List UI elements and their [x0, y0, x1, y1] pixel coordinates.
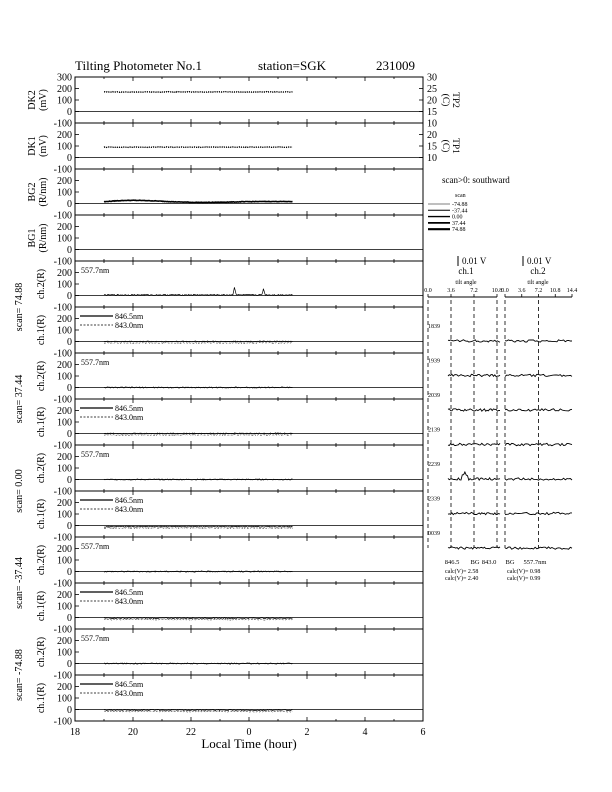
y-tick-label: -100	[53, 578, 72, 590]
time-label: 2339	[428, 496, 440, 503]
y-tick-label: 0	[67, 337, 72, 348]
panel-s2c1	[36, 399, 423, 452]
chart-title: Tilting Photometer No.1	[75, 58, 203, 73]
time-label: 2039	[428, 393, 440, 399]
y-tick-label: -100	[53, 440, 72, 452]
calc-value: calc(V)= 2.58	[445, 569, 479, 575]
y-tick-label: 0	[67, 429, 72, 440]
scan-legend-label: -74.88	[452, 202, 468, 208]
panel-wavelength-label: 557.7nm	[81, 634, 110, 643]
y-axis-label	[36, 637, 47, 667]
y-tick-label: -100	[53, 302, 72, 314]
y-tick-label: 200	[57, 452, 72, 463]
y-axis-label-line: (R/nm)	[38, 223, 49, 253]
legend-label: 843.0nm	[115, 597, 144, 606]
series-line	[104, 663, 293, 664]
y-tick-label: 0	[67, 153, 72, 164]
ch2-tilt-label: tilt angle	[527, 280, 549, 286]
panel-frame	[75, 123, 423, 169]
series-line	[104, 526, 293, 527]
time-label: 2239	[428, 462, 440, 468]
scan-group-label: scan= 74.88	[14, 282, 25, 332]
ch1-tilt-tick-label: 0.0	[424, 288, 432, 294]
legend-label: 843.0nm	[115, 413, 144, 422]
y-axis-label-line: ch.2(R)	[36, 452, 47, 484]
profile-bottom-label: BG	[505, 559, 515, 566]
panel-stack	[14, 73, 460, 752]
y-tick-label: 0	[67, 705, 72, 716]
time-label: 0039	[428, 531, 440, 537]
x-tick-label: 18	[70, 727, 80, 738]
scan-legend-label: 74.88	[452, 227, 466, 234]
right-tick-label: 15	[427, 141, 437, 153]
y-axis-label	[36, 361, 47, 391]
y-tick-label: 0	[67, 475, 72, 486]
scan-group-label: scan= -74.88	[14, 649, 25, 701]
y-axis-label	[36, 591, 47, 621]
panel-wavelength-label: 557.7nm	[81, 542, 110, 551]
y-tick-label: 100	[57, 509, 72, 521]
legend-label: 846.5nm	[115, 404, 144, 413]
right-tick-label: 25	[427, 84, 437, 95]
y-axis-label	[36, 545, 47, 575]
y-tick-label: 0	[67, 659, 72, 670]
series-line	[104, 92, 293, 93]
panel-frame	[75, 445, 423, 491]
profile-bottom-label: BG	[470, 559, 480, 566]
ch1-scale: 0.01 V	[462, 256, 487, 266]
y-axis-label	[27, 224, 49, 253]
y-axis-label	[36, 407, 47, 437]
ch2-tilt-tick-label: 10.8	[550, 288, 561, 294]
series-line-dashed	[104, 711, 293, 712]
panel-bg1	[27, 215, 423, 268]
tilt-profile-line	[505, 374, 572, 376]
legend-label: 843.0nm	[115, 321, 144, 330]
y-tick-label: 0	[67, 291, 72, 302]
y-axis-label-line: BG1	[27, 228, 38, 248]
calc-value: calc(V)= 2.40	[445, 576, 479, 582]
ch2-name: ch.2	[530, 266, 546, 276]
y-tick-label: 100	[57, 371, 72, 383]
series-line	[104, 200, 293, 202]
y-axis-label-line: (R/nm)	[38, 177, 49, 207]
ch2-tilt-tick-label: 0.0	[501, 288, 509, 294]
panel-frame	[75, 537, 423, 583]
y-axis-label	[36, 453, 47, 483]
time-label: 2139	[428, 427, 440, 434]
time-label: 1939	[428, 358, 440, 365]
y-tick-label: 100	[57, 279, 72, 291]
y-axis-label-line: ch.2(R)	[36, 268, 47, 300]
ch2-tilt-tick-label: 14.4	[566, 288, 578, 294]
y-axis-label	[27, 178, 49, 207]
panel-s5c2	[36, 629, 423, 682]
scan-note: scan>0: southward	[442, 175, 510, 185]
series-line	[104, 287, 293, 295]
ch1-name: ch.1	[458, 266, 474, 276]
y-tick-label: 200	[57, 222, 72, 233]
legend-label: 846.5nm	[115, 496, 144, 505]
legend-label: 846.5nm	[115, 312, 144, 321]
y-tick-label: 100	[57, 601, 72, 613]
series-line	[104, 147, 293, 148]
panel-frame	[75, 261, 423, 307]
station-label: station=SGK	[258, 58, 327, 73]
y-tick-label: -100	[53, 256, 72, 268]
y-tick-label: 100	[57, 233, 72, 245]
scan-group-label: scan= 37.44	[14, 374, 25, 424]
legend-label: 843.0nm	[115, 505, 144, 514]
panel-frame	[75, 77, 423, 123]
y-axis-label-line: ch.1(R)	[36, 314, 47, 346]
y-axis-label-line: ch.1(R)	[36, 498, 47, 530]
panel-frame	[75, 353, 423, 399]
panel-s4c2	[36, 537, 423, 590]
y-tick-label: 100	[57, 187, 72, 199]
panel-wavelength-label: 557.7nm	[81, 358, 110, 367]
scan-group-label: scan= 0.00	[14, 469, 25, 513]
y-tick-label: 100	[57, 555, 72, 567]
right-tick-label: 20	[427, 95, 437, 107]
scan-legend-label: 37.44	[452, 220, 466, 227]
legend-label: 846.5nm	[115, 680, 144, 689]
y-tick-label: 0	[67, 567, 72, 578]
date-label: 231009	[376, 58, 415, 73]
panel-s2c2	[36, 353, 423, 406]
y-tick-label: 0	[67, 245, 72, 256]
y-tick-label: -100	[53, 394, 72, 406]
right-tick-label: 10	[427, 118, 437, 130]
legend-label: 846.5nm	[115, 588, 144, 597]
ch1-tilt-tick-label: 3.6	[447, 288, 455, 294]
tilt-profile-line	[448, 443, 500, 445]
y-tick-label: 200	[57, 544, 72, 555]
tilt-profile-line	[505, 409, 572, 411]
x-tick-label: 4	[362, 727, 368, 738]
y-tick-label: 200	[57, 176, 72, 187]
scan-legend-title: scan	[455, 193, 466, 199]
series-line-dashed	[104, 528, 293, 529]
y-axis-label	[36, 269, 47, 299]
y-axis-label-line: ch.1(R)	[36, 590, 47, 622]
x-axis-label: Local Time (hour)	[201, 736, 297, 751]
y-tick-label: 0	[67, 613, 72, 624]
y-tick-label: 0	[67, 199, 72, 210]
y-tick-label: 200	[57, 130, 72, 141]
ch2-tilt-tick-label: 3.6	[518, 288, 526, 294]
y-tick-label: 100	[57, 417, 72, 429]
y-tick-label: 0	[67, 107, 72, 118]
right-axis-label-line: (C)	[440, 93, 450, 107]
y-tick-label: -100	[53, 670, 72, 682]
ch2-scale: 0.01 V	[527, 256, 552, 266]
legend-label: 843.0nm	[115, 689, 144, 698]
right-axis-label-line: TP2	[450, 92, 460, 108]
y-tick-label: -100	[53, 164, 72, 176]
right-tick-label: 30	[427, 72, 437, 84]
panel-frame	[75, 169, 423, 215]
y-tick-label: -100	[53, 348, 72, 360]
x-tick-label: 0	[246, 727, 252, 738]
y-axis-label	[27, 135, 49, 157]
profile-bottom-label: 557.7nm	[523, 559, 547, 566]
time-label: 1839	[428, 324, 440, 330]
right-axis-label-line: (C)	[440, 139, 450, 153]
y-axis-label	[36, 683, 47, 713]
series-line-dashed	[104, 434, 293, 435]
y-tick-label: 200	[57, 268, 72, 279]
y-tick-label: 200	[57, 360, 72, 371]
panel-dk1	[27, 123, 460, 176]
panel-frame	[75, 629, 423, 675]
y-tick-label: 200	[57, 636, 72, 647]
y-tick-label: 100	[57, 325, 72, 337]
y-tick-label: 100	[57, 141, 72, 153]
y-tick-label: -100	[53, 486, 72, 498]
panel-s4c1	[36, 583, 423, 636]
y-tick-label: 200	[57, 682, 72, 693]
panel-s3c2	[36, 445, 423, 498]
y-tick-label: 200	[57, 590, 72, 601]
right-axis-label-line: TP1	[450, 138, 460, 154]
panel-s1c2	[36, 261, 423, 314]
y-axis-label-line: (mV)	[38, 89, 49, 111]
y-axis-label-line: ch.1(R)	[36, 682, 47, 714]
panel-wavelength-label: 557.7nm	[81, 266, 110, 275]
ch1-tilt-tick-label: 10.8	[491, 288, 503, 294]
series-line-dashed	[104, 342, 293, 343]
y-tick-label: 200	[57, 498, 72, 509]
tilt-profile-line	[505, 340, 572, 342]
y-tick-label: 300	[57, 72, 72, 84]
tilt-profile-line	[448, 340, 500, 342]
panel-s5c1	[36, 675, 423, 728]
panel-frame	[75, 215, 423, 261]
panel-wavelength-label: 557.7nm	[81, 450, 110, 459]
y-tick-label: 100	[57, 693, 72, 705]
side-panel	[424, 175, 577, 582]
y-tick-label: 0	[67, 521, 72, 532]
panel-dk2	[27, 73, 460, 130]
y-axis-label	[27, 89, 49, 111]
ch2-tilt-tick-label: 7.2	[534, 288, 543, 294]
y-tick-label: -100	[53, 716, 72, 728]
x-tick-label: 6	[420, 727, 426, 738]
series-line-dashed	[104, 619, 293, 620]
y-tick-label: 0	[67, 383, 72, 394]
y-axis-label-line: DK2	[27, 90, 38, 110]
right-axis-label	[440, 92, 460, 108]
y-axis-label-line: ch.2(R)	[36, 636, 47, 668]
y-tick-label: 200	[57, 84, 72, 95]
y-tick-label: -100	[53, 210, 72, 222]
scan-group-label: scan= -37.44	[14, 557, 25, 609]
scan-legend-label: -37.44	[452, 208, 468, 215]
y-axis-label-line: BG2	[27, 182, 38, 202]
y-tick-label: 200	[57, 406, 72, 417]
y-axis-label-line: (mV)	[38, 135, 49, 157]
ch1-tilt-label: tilt angle	[455, 280, 477, 286]
y-tick-label: 200	[57, 314, 72, 325]
panel-bg2	[27, 169, 423, 222]
y-axis-label-line: ch.2(R)	[36, 360, 47, 392]
y-axis-label	[36, 315, 47, 345]
y-tick-label: -100	[53, 624, 72, 636]
right-tick-label: 10	[427, 153, 437, 164]
calc-value: calc(V)= 0.98	[507, 569, 541, 575]
right-tick-label: 20	[427, 130, 437, 141]
y-tick-label: 100	[57, 95, 72, 107]
series-line	[104, 433, 293, 434]
y-tick-label: -100	[53, 532, 72, 544]
y-tick-label: 100	[57, 647, 72, 659]
tilt-profile-line	[448, 374, 500, 376]
y-tick-label: -100	[53, 118, 72, 130]
x-tick-label: 22	[186, 727, 196, 738]
y-axis-label	[36, 499, 47, 529]
ch1-tilt-tick-label: 7.2	[470, 288, 478, 294]
tilt-profile-line	[505, 512, 572, 514]
y-axis-label-line: ch.2(R)	[36, 544, 47, 576]
panel-s3c1	[36, 491, 423, 544]
scan-legend-label: 0.00	[452, 214, 463, 221]
y-tick-label: 100	[57, 463, 72, 475]
profile-bottom-label: 846.5	[444, 559, 460, 566]
tilt-profile-line	[448, 409, 500, 411]
right-axis-label	[440, 138, 460, 154]
calc-value: calc(V)= 0.99	[507, 576, 541, 582]
right-tick-label: 15	[427, 107, 437, 118]
profile-bottom-label: 843.0	[481, 559, 497, 566]
y-axis-label-line: DK1	[27, 136, 38, 156]
panel-s1c1	[36, 307, 423, 360]
y-axis-label-line: ch.1(R)	[36, 406, 47, 438]
x-tick-label: 20	[128, 727, 138, 738]
x-tick-label: 2	[304, 727, 310, 738]
